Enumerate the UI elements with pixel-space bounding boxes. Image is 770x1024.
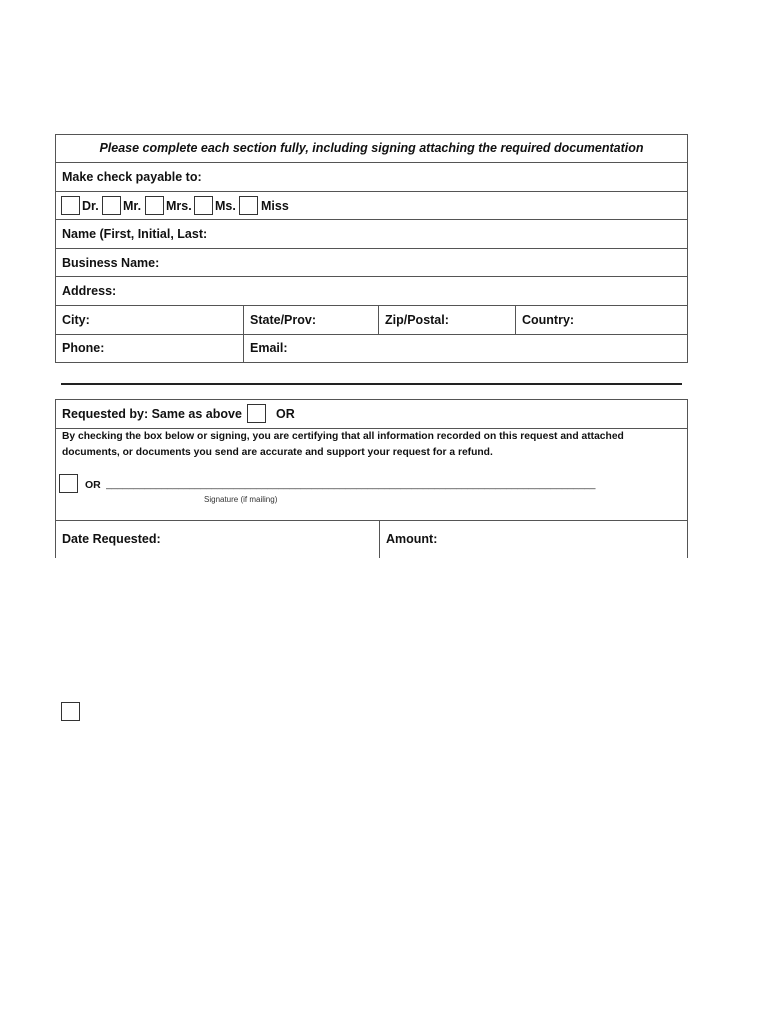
column-divider: [379, 520, 380, 558]
state-prov-label: State/Prov:: [250, 313, 316, 327]
signature-or-label: OR: [85, 479, 101, 491]
country-label: Country:: [522, 313, 575, 327]
date-requested-label: Date Requested:: [62, 532, 161, 546]
instruction-heading: Please complete each section fully, including signing attaching the required documentation: [99, 141, 644, 155]
city-label: City:: [62, 313, 90, 327]
same-as-above-checkbox[interactable]: [247, 404, 266, 423]
check-payable-label: Make check payable to:: [62, 170, 202, 184]
amount-label: Amount:: [386, 532, 438, 546]
column-divider: [378, 305, 379, 334]
row-divider: [55, 191, 688, 192]
title-mr-label: Mr.: [123, 199, 142, 213]
certification-text-line2: documents, or documents you send are accurate and support your request for a refund.: [62, 447, 493, 458]
business-name-label: Business Name:: [62, 256, 160, 270]
title-miss-label: Miss: [261, 199, 289, 213]
certification-text-line1: By checking the box below or signing, you are certifying that all information recorded on this request and attached: [62, 431, 624, 442]
row-divider: [55, 162, 688, 163]
requested-by-or-label: OR: [276, 407, 295, 421]
certify-checkbox[interactable]: [59, 474, 78, 493]
requested-by-label: Requested by: Same as above: [62, 407, 242, 421]
title-mrs-checkbox[interactable]: [145, 196, 164, 215]
name-field-label: Name (First, Initial, Last:: [62, 227, 208, 241]
row-divider: [55, 305, 688, 306]
signature-line[interactable]: ________________________________________________________________________________________: [106, 479, 596, 490]
column-divider: [515, 305, 516, 334]
row-divider: [55, 219, 688, 220]
phone-label: Phone:: [62, 341, 105, 355]
title-ms-label: Ms.: [215, 199, 236, 213]
email-label: Email:: [250, 341, 288, 355]
row-divider: [55, 334, 688, 335]
title-dr-label: Dr.: [82, 199, 99, 213]
zip-postal-label: Zip/Postal:: [385, 313, 449, 327]
column-divider: [243, 305, 244, 363]
standalone-checkbox[interactable]: [61, 702, 80, 721]
signature-caption: Signature (if mailing): [204, 495, 278, 504]
title-mr-checkbox[interactable]: [102, 196, 121, 215]
row-divider: [55, 520, 688, 521]
address-label: Address:: [62, 284, 117, 298]
row-divider: [55, 428, 688, 429]
row-divider: [55, 276, 688, 277]
section-separator-rule: [61, 383, 682, 385]
title-miss-checkbox[interactable]: [239, 196, 258, 215]
title-dr-checkbox[interactable]: [61, 196, 80, 215]
title-ms-checkbox[interactable]: [194, 196, 213, 215]
title-mrs-label: Mrs.: [166, 199, 192, 213]
row-divider: [55, 248, 688, 249]
